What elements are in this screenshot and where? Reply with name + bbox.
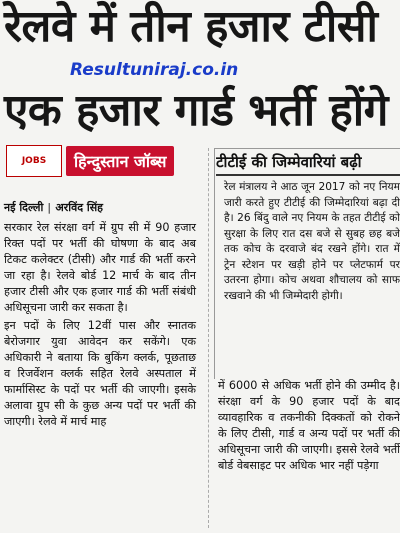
byline-author: अरविंद सिंह <box>55 201 103 214</box>
byline <box>4 200 103 215</box>
headline-line-2: एक हजार गार्ड भर्ती होंगे <box>4 85 388 136</box>
jobs-logo-icon: JOBS <box>6 145 62 177</box>
paragraph-2: इन पदों के लिए 12वीं पास और स्नातक बेरोजगार युवा आवेदन कर सकेंगे। एक अधिकारी ने बताया कि बुकिंग क्लर्क, पूछताछ व रिजर्वेशन क्लर्क सहित रेलवे अस्पताल में फार्मासिस्ट के पदों पर भर्ती की जाएगी। इसके अलावा ग्रुप सी के कुछ अन्य पदों पर भर्ती की जाएगी। रेलवे में मार्च माह <box>4 319 196 428</box>
article-right-column: में 6000 से अधिक भर्ती होने की उम्मीद है। संरक्षा वर्ग के 90 हजार पदों के बाद व्यावहारिक व तकनीकी दिक्कतों को रोकने के लिए टीसी, गार्ड व अन्य पदों पर भर्ती की अधिसूचना जारी की जाएगी। इससे रेलवे भर्ती बोर्ड वेबसाइट पर अधिक भार नहीं पड़ेगा <box>218 379 400 472</box>
byline-location: नई दिल्ली <box>4 201 44 214</box>
article-left-column <box>4 220 196 530</box>
sidebar-box-title: टीटीई की जिम्मेवारियां बढ़ी <box>216 152 400 176</box>
brand-name: हिन्दुस्तान जॉब्स <box>66 146 174 176</box>
brand-banner <box>6 145 206 177</box>
headline-line-1: रेलवे में तीन हजार टीसी <box>4 1 378 52</box>
sidebar-box-text: रेल मंत्रालय ने आठ जून 2017 को नए नियम जारी करते हुए टीटीई की जिम्मेदारियां बढ़ा दी है। 26 बिंदु वाले नए नियम के तहत टीटीई को सुरक्षा के लिए रात दस बजे से सुबह छह बजे तक कोच के दरवाजे बंद रखने होंगे। रात में ट्रेन स्टेशन पर खड़ी होने पर प्लेटफार्म पर उतरना होगा। कोच अथवा शौचालय को साफ रखवाने की भी जिम्मेदारी होगी। <box>224 181 400 302</box>
watermark: Resultuniraj.co.in <box>70 60 239 80</box>
column-divider <box>208 148 209 528</box>
byline-separator: | <box>47 201 52 214</box>
paragraph-1: सरकार रेल संरक्षा वर्ग में ग्रुप सी में 90 हजार रिक्त पदों पर भर्ती की घोषणा के बाद अब टिकट कलेक्टर (टीसी) और गार्ड की भर्ती करने जा रहा है। रेलवे बोर्ड 12 मार्च के बाद तीन हजार टीसी और एक हजार गार्ड की भर्ती संबंधी अधिसूचना जारी कर सकता है। <box>4 221 196 314</box>
